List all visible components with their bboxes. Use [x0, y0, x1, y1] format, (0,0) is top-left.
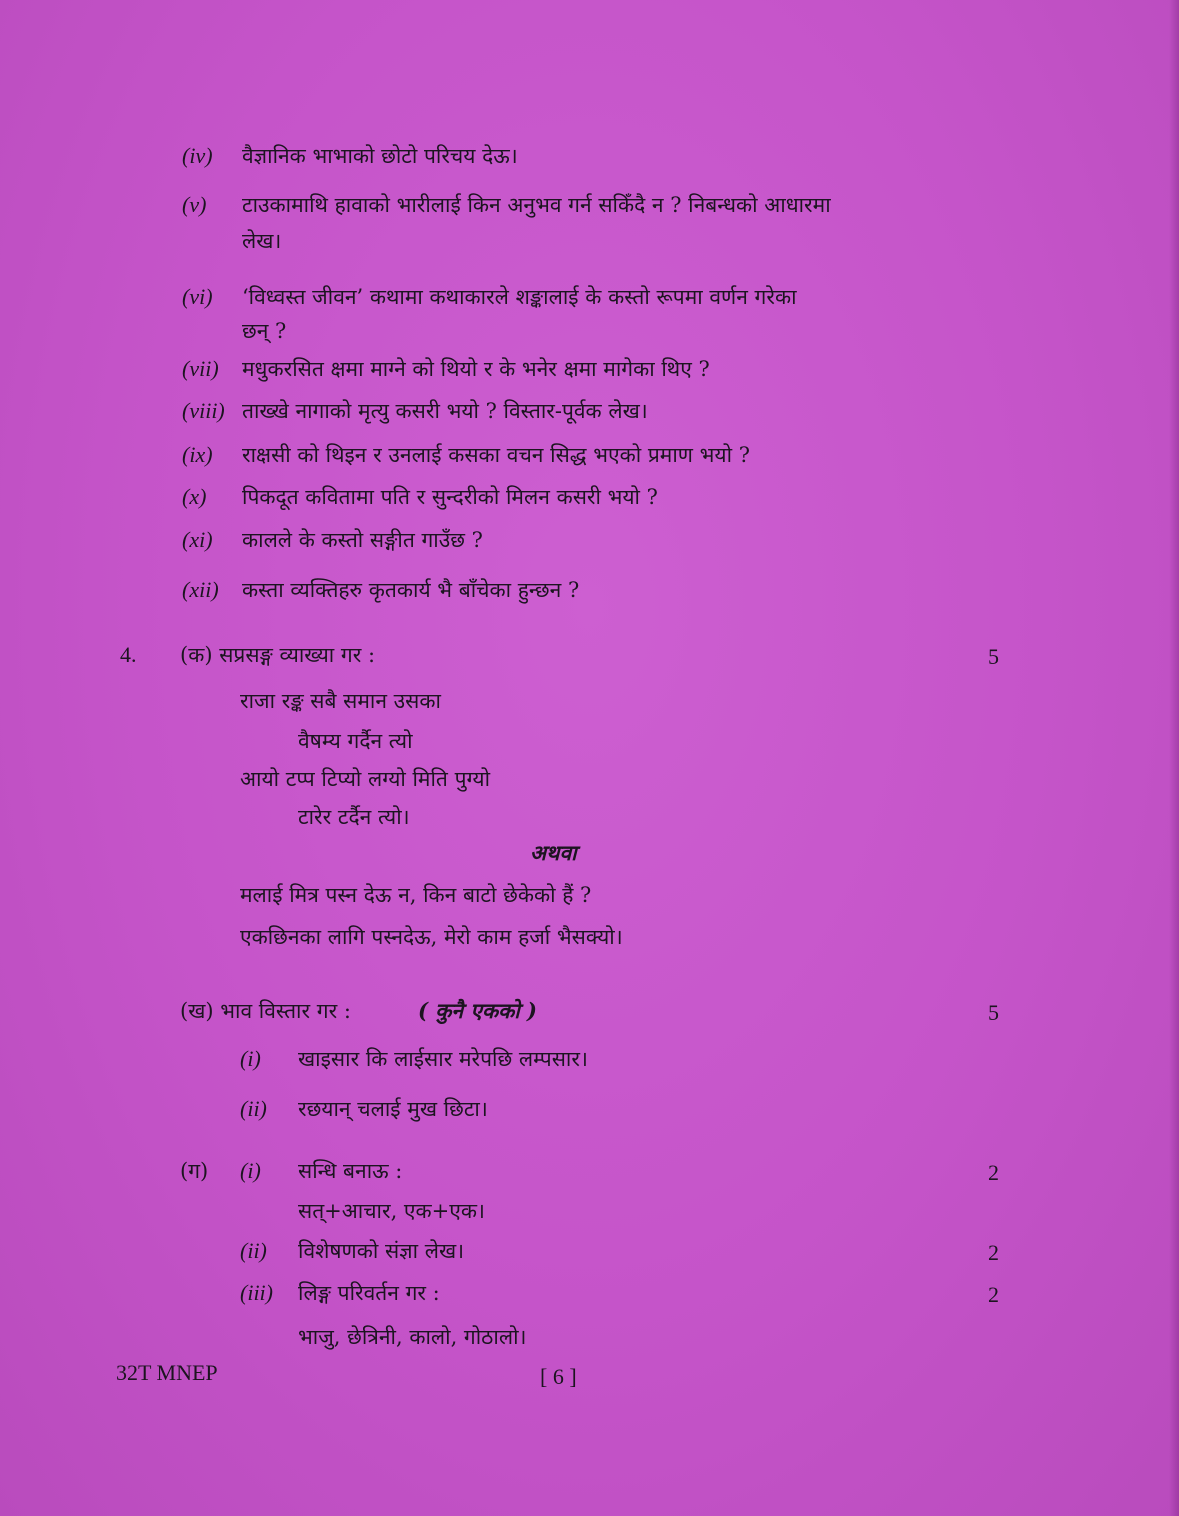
poem-line: टारेर टर्दैन त्यो।: [298, 805, 410, 829]
question-number: (xii): [182, 577, 219, 602]
question-number: (v): [182, 192, 207, 217]
question-text: कस्ता व्यक्तिहरु कृतकार्य भै बाँचेका हुन्छन ?: [242, 578, 580, 602]
poem-line: एकछिनका लागि पस्नदेऊ, मेरो काम हर्जा भैसक्यो।: [240, 925, 623, 949]
section-ka-label: (क) सप्रसङ्ग व्याख्या गर :: [180, 643, 376, 667]
item-number: (ii): [240, 1238, 267, 1263]
item-text: विशेषणको संज्ञा लेख।: [298, 1239, 465, 1263]
marks: 5: [988, 644, 999, 669]
question-text: टाउकामाथि हावाको भारीलाई किन अनुभव गर्न सकिँदै न ? निबन्धको आधारमा: [242, 193, 831, 217]
item-subtext: सत्+आचार, एक+एक।: [298, 1199, 485, 1223]
question-number: (ix): [182, 442, 213, 467]
question-text: ‘विध्वस्त जीवन’ कथामा कथाकारले शङ्कालाई के कस्तो रूपमा वर्णन गरेका: [242, 285, 797, 309]
question-text: कालले के कस्तो सङ्गीत गाउँछ ?: [242, 528, 483, 552]
question-text: वैज्ञानिक भाभाको छोटो परिचय देऊ।: [242, 144, 518, 168]
question-number: (x): [182, 484, 207, 509]
marks: 2: [988, 1282, 999, 1307]
proverb-text: खाइसार कि लाईसार मरेपछि लम्पसार।: [298, 1047, 588, 1071]
question-number: (vi): [182, 284, 213, 309]
question-text: ताख्खे नागाको मृत्यु कसरी भयो ? विस्तार-पूर्वक लेख।: [242, 399, 648, 423]
poem-line: मलाई मित्र पस्न देऊ न, किन बाटो छेकेको हैं ?: [240, 883, 592, 907]
item-number: (ii): [240, 1096, 267, 1121]
item-number: (iii): [240, 1280, 273, 1305]
question-number: (viii): [182, 398, 225, 423]
section-kha-instruction: ( कुनै एकको ): [418, 998, 537, 1023]
question-text: राक्षसी को थिइन र उनलाई कसका वचन सिद्ध भएको प्रमाण भयो ?: [242, 443, 750, 467]
item-number: (i): [240, 1158, 261, 1183]
item-text: सन्धि बनाऊ :: [298, 1159, 403, 1183]
or-separator: अथवा: [530, 840, 577, 865]
paper-code: 32T MNEP: [116, 1360, 218, 1385]
item-number: (i): [240, 1046, 261, 1071]
proverb-text: रछयान् चलाई मुख छिटा।: [298, 1097, 488, 1121]
item-text: लिङ्ग परिवर्तन गर :: [298, 1281, 440, 1305]
poem-line: वैषम्य गर्दैन त्यो: [298, 729, 413, 753]
question-text-continued: छन् ?: [242, 319, 287, 343]
marks: 5: [988, 1000, 999, 1025]
marks: 2: [988, 1160, 999, 1185]
question-number: (iv): [182, 143, 213, 168]
page-edge-shadow: [1169, 0, 1179, 1516]
poem-line: आयो टप्प टिप्यो लग्यो मिति पुग्यो: [240, 767, 491, 791]
page-number: [ 6 ]: [540, 1364, 577, 1389]
question-text: पिकदूत कवितामा पति र सुन्दरीको मिलन कसरी भयो ?: [242, 485, 658, 509]
section-ga-label: (ग): [180, 1159, 209, 1183]
question-number: (xi): [182, 527, 213, 552]
poem-line: राजा रङ्क सबै समान उसका: [240, 689, 441, 713]
question-4-number: 4.: [120, 642, 137, 667]
question-text-continued: लेख।: [242, 229, 282, 253]
marks: 2: [988, 1240, 999, 1265]
question-text: मधुकरसित क्षमा माग्ने को थियो र के भनेर क्षमा मागेका थिए ?: [242, 357, 710, 381]
item-subtext: भाजु, छेत्रिनी, कालो, गोठालो।: [298, 1325, 527, 1349]
question-number: (vii): [182, 356, 219, 381]
section-kha-label: (ख) भाव विस्तार गर :: [180, 999, 351, 1023]
